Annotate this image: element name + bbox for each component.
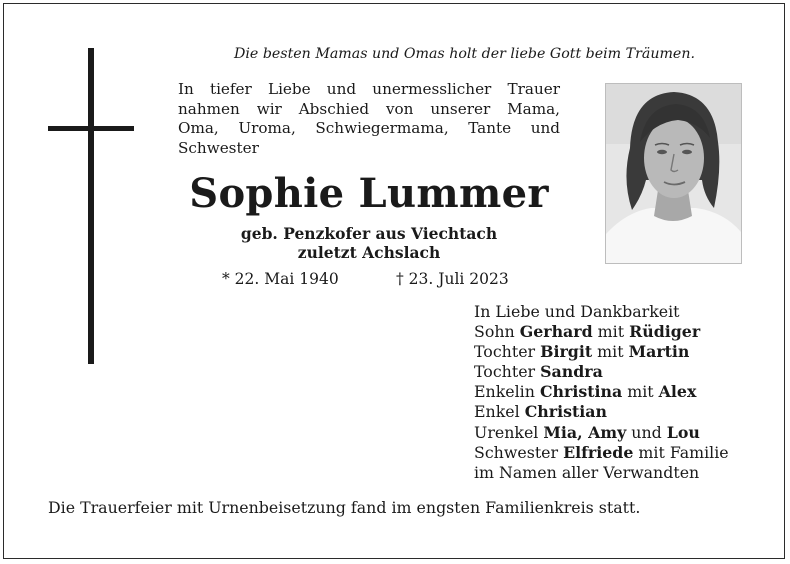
family-line <box>474 402 754 422</box>
intro-line: Oma, Uroma, Schwiegermama, Tante und <box>178 119 560 137</box>
birth-info <box>178 224 560 262</box>
family-line-part: im Namen aller Verwandten <box>474 462 700 482</box>
family-line-part: Sohn <box>474 322 520 342</box>
family-line <box>474 382 754 402</box>
cross-icon-horizontal <box>48 126 134 131</box>
family-signatures <box>474 302 754 483</box>
motto-quote: Die besten Mamas und Omas holt der liebe Gott beim Träumen. <box>234 46 695 62</box>
cross-icon-vertical <box>88 48 94 364</box>
family-member-name: Christian <box>524 402 607 422</box>
family-member-name: Mia, Amy <box>543 422 627 442</box>
family-line-part: mit <box>592 342 629 362</box>
family-intro: In Liebe und Dankbarkeit <box>474 302 680 321</box>
family-member-name: Elfriede <box>563 442 634 462</box>
family-member-name: Gerhard <box>519 322 593 342</box>
family-line-part: Enkel <box>474 402 525 422</box>
family-member-name: Christina <box>539 382 623 402</box>
family-line-part: und <box>626 422 667 442</box>
intro-text <box>178 80 560 158</box>
family-line-part: mit Familie <box>633 442 729 462</box>
family-line <box>474 322 754 342</box>
family-line <box>474 342 754 362</box>
intro-line: In tiefer Liebe und unermesslicher Trauer <box>178 80 560 98</box>
family-line <box>474 463 754 483</box>
birth-date: * 22. Mai 1940 <box>222 270 339 288</box>
family-line-part: Schwester <box>474 442 564 462</box>
family-member-name: Rüdiger <box>629 322 701 342</box>
family-member-name: Birgit <box>540 342 593 362</box>
portrait-photo <box>605 83 742 264</box>
family-line <box>474 443 754 463</box>
family-member-name: Lou <box>666 422 700 442</box>
family-line-part: mit <box>622 382 659 402</box>
family-line <box>474 362 754 382</box>
family-line-part: mit <box>592 322 630 342</box>
birth-name-line: geb. Penzkofer aus Viechtach <box>240 224 498 243</box>
family-line-part: Tochter <box>474 342 541 362</box>
intro-line: Schwester <box>178 138 259 157</box>
family-line-part: Urenkel <box>474 422 544 442</box>
family-member-name: Sandra <box>540 362 603 382</box>
family-line-part: Tochter <box>474 362 541 382</box>
funeral-note: Die Trauerfeier mit Urnenbeisetzung fand im engsten Familienkreis statt. <box>48 498 641 517</box>
family-member-name: Martin <box>628 342 690 362</box>
deceased-name: Sophie Lummer <box>189 170 549 217</box>
family-member-name: Alex <box>658 382 697 402</box>
intro-line: nahmen wir Abschied von unserer Mama, <box>178 99 560 118</box>
family-line-part: Enkelin <box>474 382 540 402</box>
death-date: † 23. Juli 2023 <box>396 270 509 288</box>
last-residence-line: zuletzt Achslach <box>297 243 441 262</box>
family-line <box>474 423 754 443</box>
